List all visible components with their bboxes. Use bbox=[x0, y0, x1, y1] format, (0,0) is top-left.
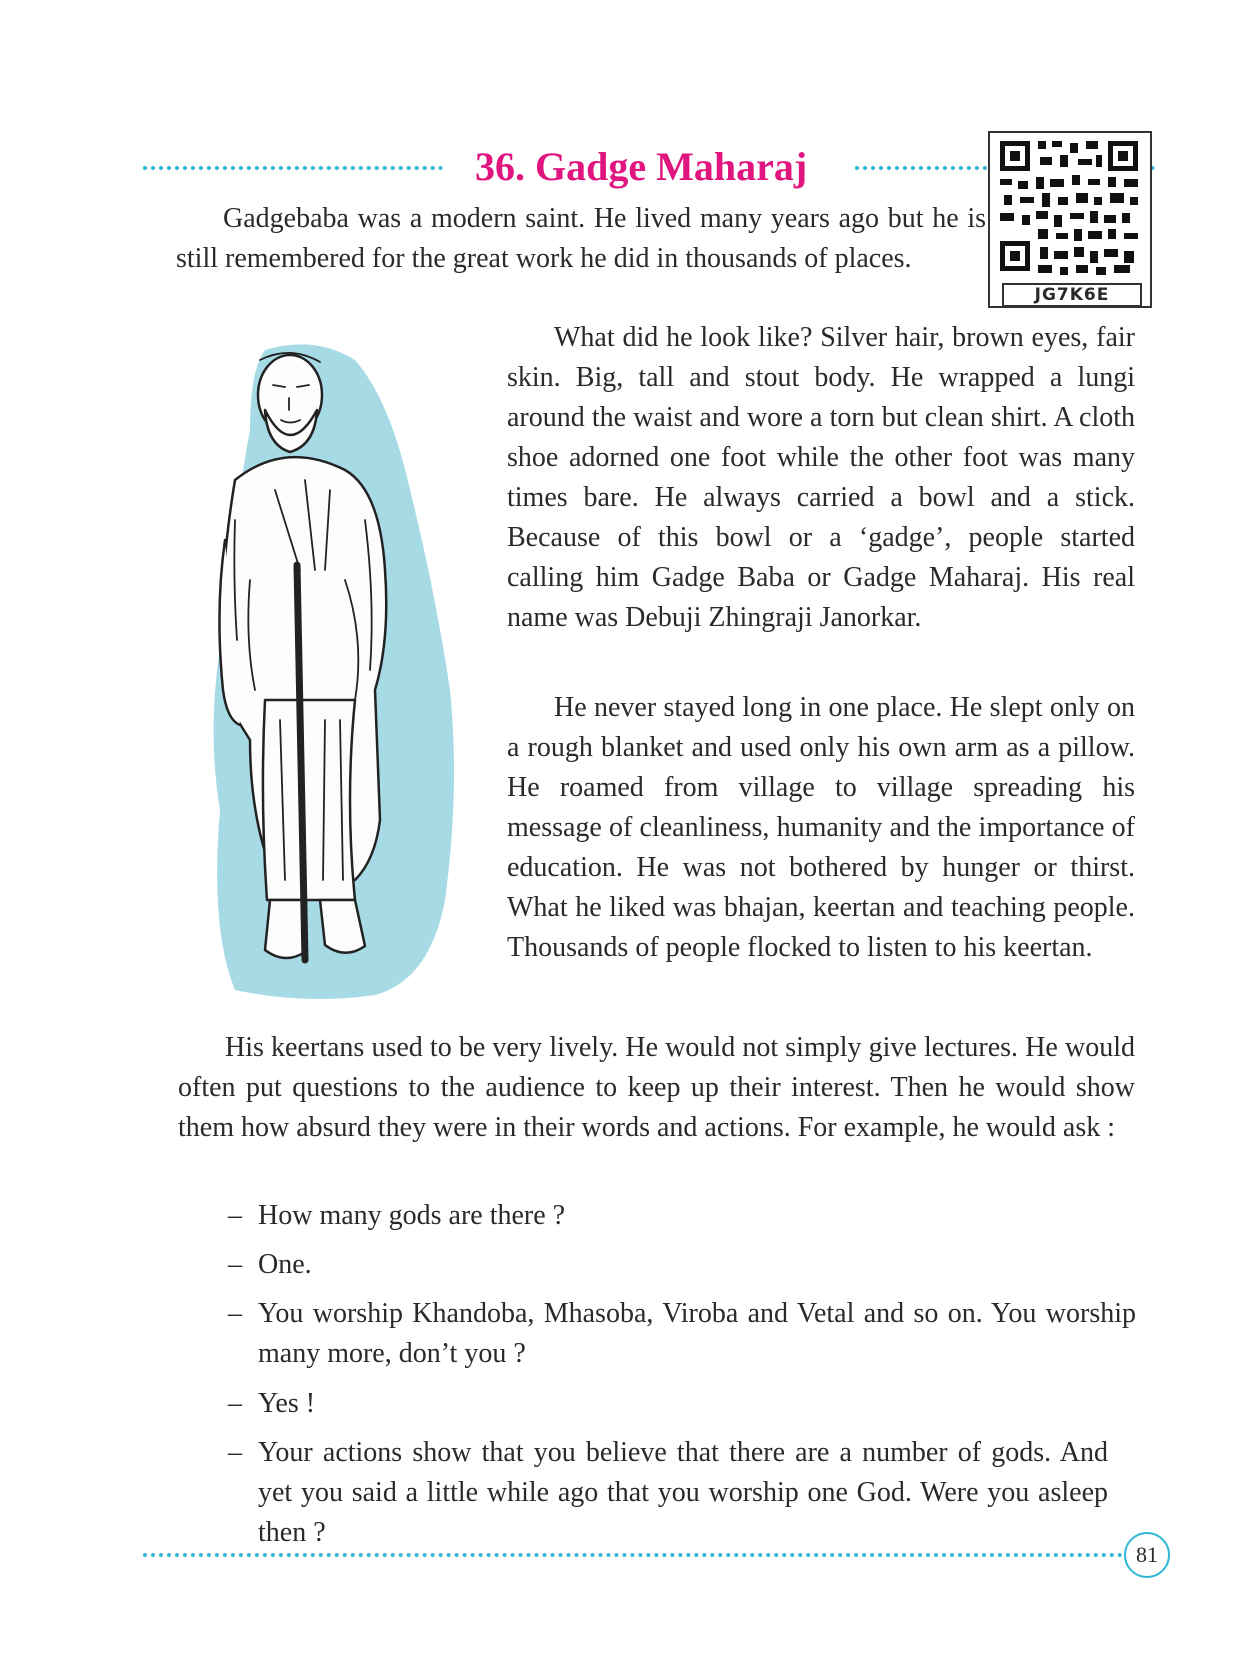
paragraph-intro: Gadgebaba was a modern saint. He lived many years ago but he is still remembered for the great work he did in thousands of places. bbox=[176, 203, 986, 274]
dialogue-text: Your actions show that you believe that there are a number of gods. And yet you said a little while ago that you worship one God. Were you asleep then ? bbox=[258, 1437, 1108, 1548]
paragraph-keertans: His keertans used to be very lively. He would not simply give lectures. He would often put questions to the audience to keep up their interest. Then he would show them how absurd they were in their words and actions. For example, he would ask : bbox=[178, 1032, 1135, 1143]
dialogue-line bbox=[228, 1384, 1136, 1424]
dialogue-line bbox=[228, 1196, 1136, 1236]
qr-pattern-icon bbox=[990, 133, 1150, 283]
dialogue-line bbox=[228, 1294, 1136, 1374]
footer-divider bbox=[143, 1553, 1123, 1557]
dialogue-text: You worship Khandoba, Mhasoba, Viroba and Vetal and so on. You worship many more, don’t you ? bbox=[258, 1298, 1136, 1369]
dialogue-dash: – bbox=[228, 1437, 242, 1468]
dialogue-text: One. bbox=[258, 1249, 312, 1280]
dialogue-dash: – bbox=[228, 1388, 242, 1419]
qr-code[interactable] bbox=[988, 131, 1152, 308]
gadge-maharaj-illustration bbox=[205, 340, 465, 1000]
paragraph-wandering: He never stayed long in one place. He slept only on a rough blanket and used only his own arm as a pillow. He roamed from village to village spreading his message of cleanliness, humanity and the importance of education. He was not bothered by hunger or thirst. What he liked was bhajan, keertan and teaching people. Thousands of people flocked to listen to his keertan. bbox=[507, 692, 1135, 963]
dialogue-dash: – bbox=[228, 1249, 242, 1280]
dialogue-dash: – bbox=[228, 1200, 242, 1231]
paragraph-appearance: What did he look like? Silver hair, brown eyes, fair skin. Big, tall and stout body. He wrapped a lungi around the waist and wore a torn but clean shirt. A cloth shoe adorned one foot while the other foot was many times bare. He always carried a bowl and a stick. Because of this bowl or a ‘gadge’, people started calling him Gadge Baba or Gadge Maharaj. His real name was Debuji Zhingraji Janorkar. bbox=[507, 322, 1135, 633]
page-title: 36. Gadge Maharaj bbox=[475, 144, 808, 189]
header-divider-left bbox=[143, 166, 443, 170]
dialogue-text: Yes ! bbox=[258, 1388, 316, 1419]
dialogue-dash: – bbox=[228, 1298, 242, 1329]
dialogue-text: How many gods are there ? bbox=[258, 1200, 566, 1231]
qr-code-label: JG7K6E bbox=[1002, 283, 1142, 307]
page-number: 81 bbox=[1124, 1532, 1170, 1578]
dialogue-line bbox=[228, 1245, 1136, 1285]
dialogue-line bbox=[228, 1433, 1108, 1553]
